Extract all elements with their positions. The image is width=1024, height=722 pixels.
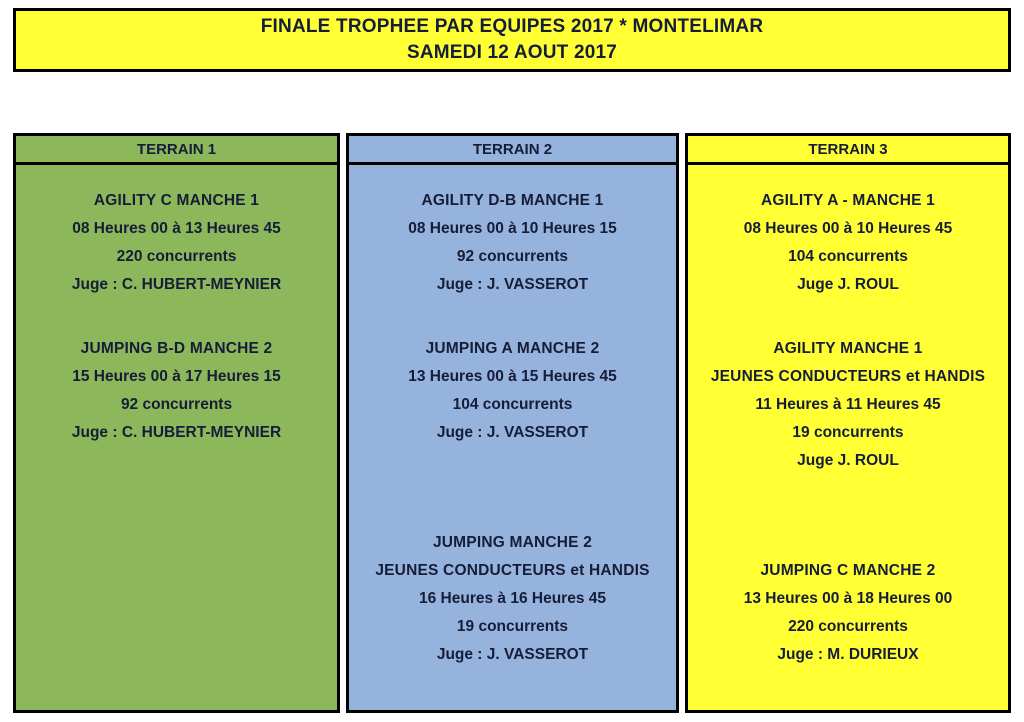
terrain-2-header: TERRAIN 2: [349, 136, 676, 165]
spacer: [694, 323, 1002, 335]
terrain-3-event-1: [694, 187, 1002, 299]
title-line-2: SAMEDI 12 AOUT 2017: [406, 42, 618, 63]
terrain-2-event-3: [355, 529, 670, 669]
event-time: 11 Heures à 11 Heures 45: [755, 396, 941, 413]
event-time: 08 Heures 00 à 13 Heures 45: [72, 220, 281, 237]
terrain-columns: [13, 133, 1011, 713]
terrain-column-2: [346, 133, 679, 713]
event-time: 13 Heures 00 à 15 Heures 45: [408, 368, 617, 385]
event-competitors: 19 concurrents: [792, 424, 904, 441]
event-title: JUMPING MANCHE 2: [432, 534, 593, 551]
event-title: AGILITY D-B MANCHE 1: [421, 192, 604, 209]
terrain-column-3: [685, 133, 1011, 713]
event-time: 13 Heures 00 à 18 Heures 00: [743, 590, 953, 607]
event-judge: Juge J. ROUL: [797, 276, 899, 293]
terrain-3-header: TERRAIN 3: [688, 136, 1008, 165]
event-title: AGILITY C MANCHE 1: [93, 192, 260, 209]
event-time: 08 Heures 00 à 10 Heures 45: [743, 220, 953, 237]
event-time: 16 Heures à 16 Heures 45: [419, 590, 606, 607]
event-category: JEUNES CONDUCTEURS et HANDIS: [710, 368, 986, 385]
event-judge: Juge : C. HUBERT-MEYNIER: [71, 276, 282, 293]
terrain-3-event-2: [694, 335, 1002, 475]
terrain-1-body: [16, 165, 337, 710]
event-competitors: 92 concurrents: [456, 248, 569, 265]
terrain-2-event-2: [355, 335, 670, 447]
event-judge: Juge : M. DURIEUX: [777, 646, 919, 663]
event-time: 15 Heures 00 à 17 Heures 15: [72, 368, 281, 385]
terrain-1-header: TERRAIN 1: [16, 136, 337, 165]
spacer: [694, 499, 1002, 557]
terrain-1-event-2: [22, 335, 331, 447]
event-competitors: 104 concurrents: [788, 248, 908, 265]
event-competitors: 104 concurrents: [452, 396, 573, 413]
event-title: AGILITY A - MANCHE 1: [761, 192, 935, 209]
terrain-column-1: [13, 133, 340, 713]
event-judge: Juge : C. HUBERT-MEYNIER: [71, 424, 282, 441]
event-title: JUMPING A MANCHE 2: [425, 340, 600, 357]
event-judge: Juge : J. VASSEROT: [436, 424, 589, 441]
event-title: AGILITY MANCHE 1: [773, 340, 923, 357]
event-title: JUMPING C MANCHE 2: [760, 562, 936, 579]
event-time: 08 Heures 00 à 10 Heures 15: [408, 220, 617, 237]
terrain-3-event-3: [694, 557, 1002, 669]
event-judge: Juge : J. VASSEROT: [436, 646, 589, 663]
title-banner: [13, 8, 1011, 72]
event-title: JUMPING B-D MANCHE 2: [80, 340, 273, 357]
event-category: JEUNES CONDUCTEURS et HANDIS: [375, 562, 650, 579]
terrain-2-body: [349, 165, 676, 710]
event-judge: Juge J. ROUL: [797, 452, 899, 469]
spacer: [355, 471, 670, 529]
event-competitors: 19 concurrents: [456, 618, 569, 635]
event-competitors: 220 concurrents: [116, 248, 237, 265]
spacer: [355, 323, 670, 335]
terrain-3-body: [688, 165, 1008, 710]
terrain-2-event-1: [355, 187, 670, 299]
title-line-1: FINALE TROPHEE PAR EQUIPES 2017 * MONTELIMAR: [260, 16, 764, 37]
terrain-1-event-1: [22, 187, 331, 299]
event-competitors: 92 concurrents: [120, 396, 233, 413]
event-competitors: 220 concurrents: [788, 618, 908, 635]
spacer: [22, 323, 331, 335]
event-judge: Juge : J. VASSEROT: [436, 276, 589, 293]
